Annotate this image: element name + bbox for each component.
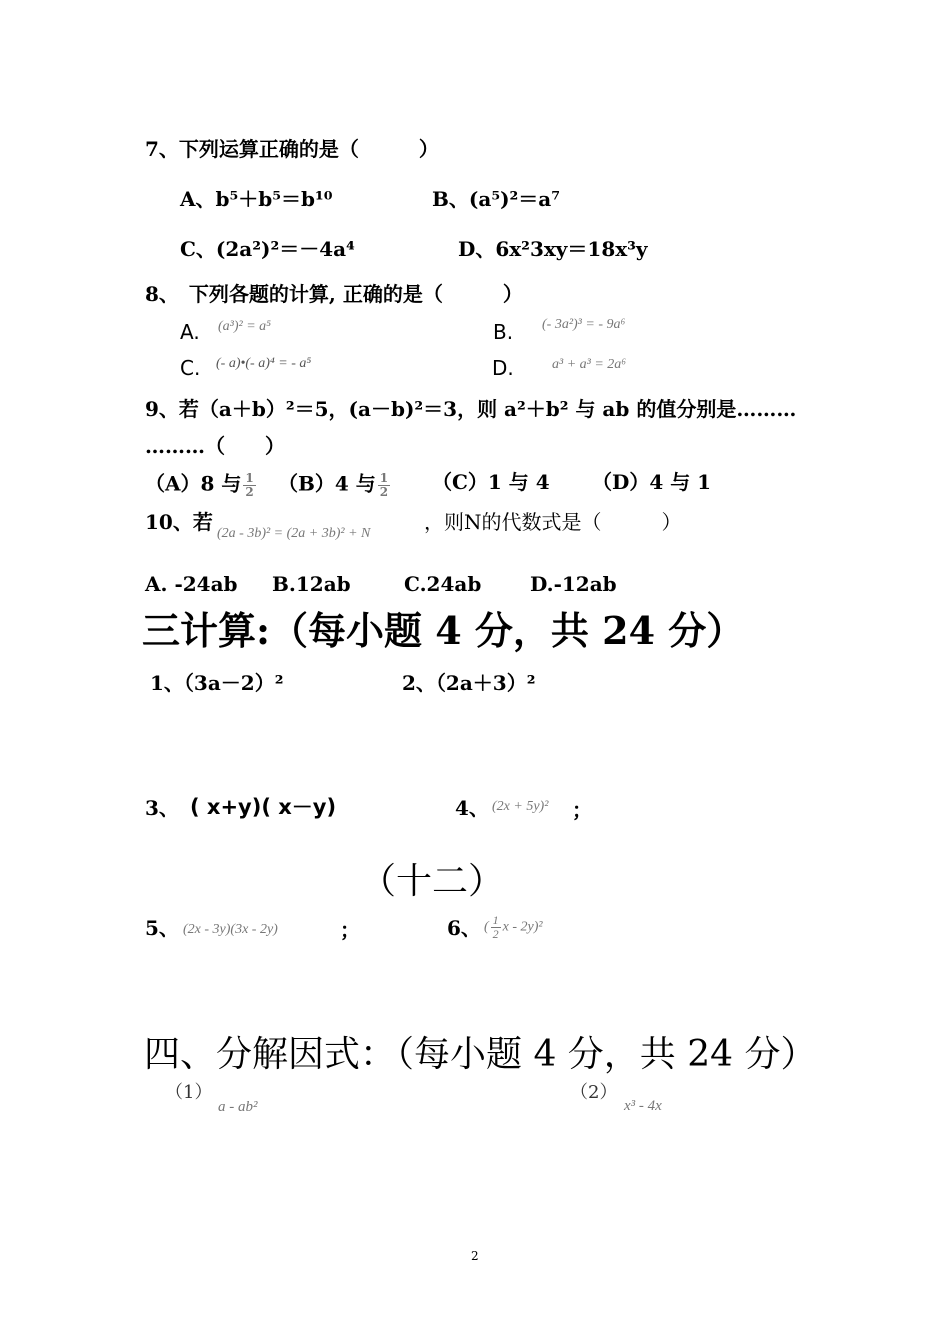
question-8-stem: 8、 下列各题的计算, 正确的是（ ） [145,282,523,306]
question-9-stem-line1: 9、若（a＋b）²＝5，(a－b)²＝3，则 a²＋b² 与 ab 的值分别是……… [145,397,797,421]
question-8-option-c-formula: (- a)•(- a)⁴ = - a⁵ [216,356,312,371]
question-10-suffix: ，则N的代数式是（ ） [424,510,682,534]
question-8-option-b-formula: (- 3a²)³ = - 9a⁶ [542,317,626,332]
fraction-denominator: 2 [492,926,499,941]
question-7-option-b: B、(a⁵)²＝a⁷ [432,187,561,211]
question-10-option-d: D.-12ab [530,572,617,596]
section-3-problem-5-label: 5、 [145,916,179,940]
section-3-title: 三计算:（每小题 4 分，共 24 分） [142,608,745,653]
question-9-option-b-text: （B）4 与 [278,471,376,496]
section-4-problem-2-formula: x³ - 4x [624,1098,662,1114]
section-4-title: 四、分解因式：（每小题 4 分，共 24 分） [144,1034,817,1075]
question-8-option-a-label: A. [180,320,200,344]
question-9-option-b-fraction [378,472,390,498]
section-4-problem-2-label: （2） [570,1082,618,1103]
question-10-prefix: 10、若 [145,510,213,534]
question-10-formula: (2a - 3b)² = (2a + 3b)² + N [217,526,371,541]
formula-rest: x - 2y)² [502,919,543,935]
section-3-problem-2: 2、（2a＋3）² [402,671,536,695]
question-9-option-c: （C）1 与 4 [432,470,550,494]
question-8-option-c-label: C. [180,356,201,380]
question-8-option-d-label: D. [492,356,514,380]
section-3-problem-1: 1、（3a－2）² [150,671,284,695]
question-9-option-d: （D）4 与 1 [592,470,712,494]
question-7-option-a: A、b⁵＋b⁵＝b¹⁰ [180,187,333,211]
section-4-problem-1-label: （1） [165,1082,213,1103]
fraction-denominator: 2 [379,484,389,499]
section-3-problem-6-formula [484,914,543,940]
section-3-problem-4-suffix: ； [572,798,592,822]
question-9-option-a-text: （A）8 与 [145,471,242,496]
section-3-problem-6-fraction [491,914,501,940]
question-7-stem: 7、下列运算正确的是（ ） [145,137,439,161]
section-3-problem-3-expression: ( x+y)( x－y) [190,795,337,819]
page-number: 2 [471,1249,479,1263]
question-9-option-b [278,472,392,498]
section-3-problem-6-label: 6、 [447,916,481,940]
section-3-problem-5-formula: (2x - 3y)(3x - 2y) [183,922,278,937]
fraction-numerator: 1 [245,471,254,485]
question-8-option-b-label: B. [493,320,514,344]
question-10-option-b: B.12ab [272,572,351,596]
question-8-option-d-formula: a³ + a³ = 2a⁶ [552,357,627,372]
section-4-problem-1-formula: a - ab² [218,1099,258,1115]
question-9-stem-line2: ………（ ） [145,434,285,458]
section-3-problem-4-formula: (2x + 5y)² [492,799,549,814]
section-3-problem-5-suffix: ； [340,918,360,942]
section-3-problem-3-label: 3、 [145,796,179,820]
question-9-option-a [145,472,258,498]
section-3-subtitle: （十二） [360,861,505,902]
fraction-numerator: 1 [379,471,389,485]
question-9-option-a-fraction [243,472,255,498]
fraction-denominator: 2 [245,484,254,499]
fraction-numerator: 1 [492,913,499,927]
question-7-option-c: C、(2a²)²＝－4a⁴ [180,237,355,261]
question-8-option-a-formula: (a³)² = a⁵ [218,319,272,334]
section-3-problem-4-label: 4、 [455,796,489,820]
question-7-option-d: D、6x²3xy＝18x³y [458,237,648,261]
question-10-option-a: A. -24ab [145,572,238,596]
question-10-option-c: C.24ab [404,572,482,596]
paren-open: ( [484,919,489,935]
